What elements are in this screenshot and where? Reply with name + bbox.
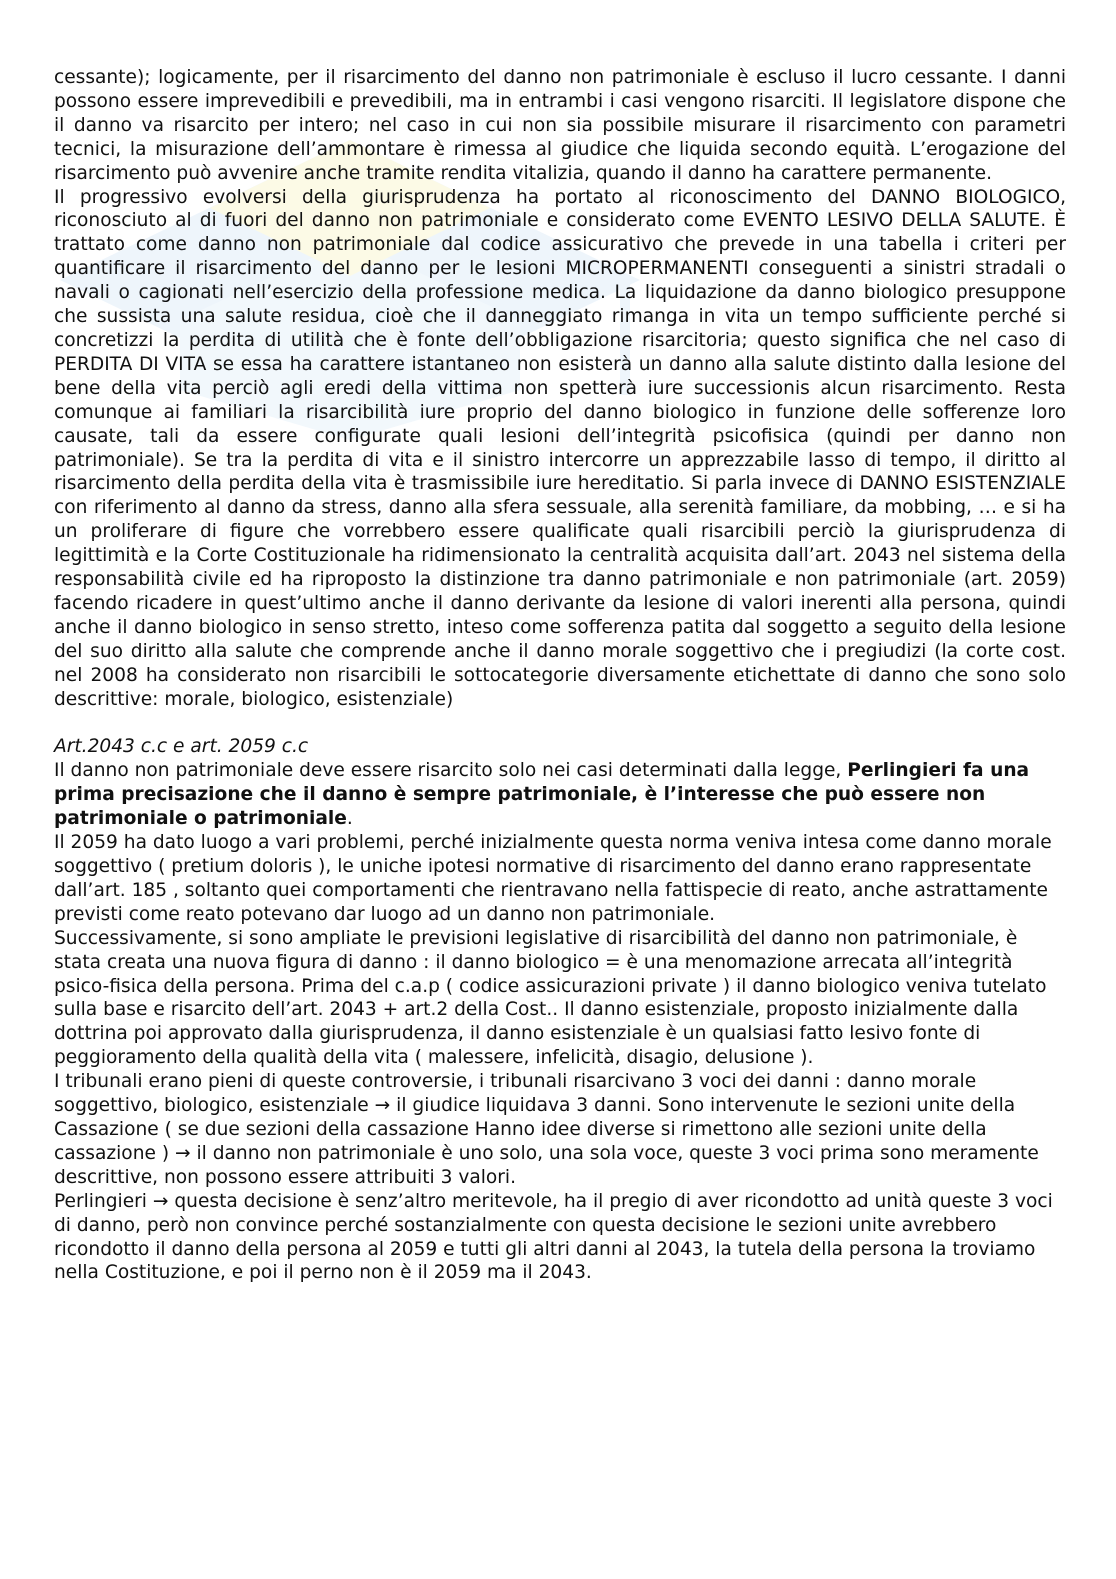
bold-statement: Perlingieri fa una prima precisazione che il danno è sempre patrimoniale, è l’interesse che può essere non patrimoniale o patrimoniale — [54, 760, 1030, 830]
section-spacer — [54, 711, 1066, 735]
document-body — [54, 66, 1066, 1285]
paragraph-tribunali: I tribunali erano pieni di queste controversie, i tribunali risarcivano 3 voci dei danni : danno morale soggettivo, biologico, esistenziale → il giudice liquidava 3 danni. Sono intervenute le sezioni unite della Cassazione ( se due sezioni della cassazione Hanno idee diverse si rimettono alle sezioni unite della cassazione ) → il danno non patrimoniale è uno solo, una sola voce, queste 3 voci prima sono meramente descrittive, non possono essere attribuiti 3 valori. — [54, 1071, 1039, 1188]
paragraph-art-2059: Il 2059 ha dato luogo a vari problemi, perché inizialmente questa norma veniva intesa come danno morale soggettivo ( pretium doloris ), le uniche ipotesi normative di risarcimento del danno erano rappresentate dall’art. 185 , soltanto quei comportamenti che rientravano nella fattispecie di reato, anche astrattamente previsti come reato potevano dar luogo ad un danno non patrimoniale. — [54, 832, 1052, 925]
paragraph-perlingieri-decisione: Perlingieri → questa decisione è senz’altro meritevole, ha il pregio di aver ricondotto ad unità queste 3 voci di danno, però non convince perché sostanzialmente con questa decisione le sezioni unite avrebbero ricondotto il danno della persona al 2059 e tutti gli altri danni al 2043, la tutela della persona la troviamo nella Costituzione, e poi il perno non è il 2059 ma il 2043. — [54, 1190, 1053, 1284]
section-heading: Art.2043 c.c e art. 2059 c.c — [54, 736, 309, 758]
paragraph-tail-text: . — [346, 808, 353, 830]
paragraph-danno-biologico-esistenziale: Successivamente, si sono ampliate le previsioni legislative di risarcibilità del danno non patrimoniale, è stata creata una nuova figura di danno : il danno biologico = è una menomazione arrecata all’integrità psico-fisica della persona. Prima del c.a.p ( codice assicurazioni private ) il danno biologico veniva tutelato sulla base e risarcito dell’art. 2043 + art.2 della Cost.. Il danno esistenziale, proposto inizialmente dalla dottrina poi approvato dalla giurisprudenza, il danno esistenziale è un qualsiasi fatto lesivo fonte di peggioramento della qualità della vita ( malessere, infelicità, disagio, delusione ). — [54, 927, 1047, 1069]
paragraph-perlingieri-precisazione — [54, 759, 1066, 831]
paragraph-danno-biologico: Il progressivo evolversi della giurisprudenza ha portato al riconoscimento del DANNO BIOLOGICO, riconosciuto al di fuori del danno non patrimoniale e considerato come EVENTO LESIVO DELLA SALUTE. È trattato come danno non patrimoniale dal codice assicurativo che prevede in una tabella i criteri per quantificare il risarcimento del danno per le lesioni MICROPERMANENTI conseguenti a sinistri stradali o navali o cagionati nell’esercizio della professione medica. La liquidazione da danno biologico presuppone che sussista una salute residua, cioè che il danneggiato rimanga in vita un tempo sufficiente perché si concretizzi la perdita di utilità che è fonte dell’obbligazione risarcitoria; questo significa che nel caso di PERDITA DI VITA se essa ha carattere istantaneo non esisterà un danno alla salute distinto dalla lesione del bene della vita perciò agli eredi della vittima non spetterà iure successionis alcun risarcimento. Resta comunque ai familiari la risarcibilità iure proprio del danno biologico in funzione delle sofferenze loro causate, tali da essere configurate quali lesioni dell’integrità psicofisica (quindi per danno non patrimoniale). Se tra la perdita di vita e il sinistro intercorre un apprezzabile lasso di tempo, il diritto al risarcimento della perdita della vita è trasmissibile iure hereditatio. Si parla invece di DANNO ESISTENZIALE con riferimento al danno da stress, danno alla sfera sessuale, alla serenità familiare, da mobbing, … e si ha un proliferare di figure che vorrebbero essere qualificate quali risarcibili perciò la giurisprudenza di legittimità e la Corte Costituzionale ha ridimensionato la centralità acquisita dall’art. 2043 nel sistema della responsabilità civile ed ha riproposto la distinzione tra danno patrimoniale e non patrimoniale (art. 2059) facendo ricadere in quest’ultimo anche il danno derivante da lesione di valori inerenti alla persona, quindi anche il danno biologico in senso stretto, inteso come sofferenza patita dal soggetto a seguito della lesione del suo diritto alla salute che comprende anche il danno morale soggettivo che i pregiudizi (la corte cost. nel 2008 ha considerato non risarcibili le sottocategorie diversamente etichettate di danno che sono solo descrittive: morale, biologico, esistenziale) — [54, 186, 1066, 710]
paragraph-lead-text: Il danno non patrimoniale deve essere risarcito solo nei casi determinati dalla legge, — [54, 760, 848, 782]
paragraph-risarcimento: cessante); logicamente, per il risarcimento del danno non patrimoniale è escluso il lucro cessante. I danni possono essere imprevedibili e prevedibili, ma in entrambi i casi vengono risarciti. Il legislatore dispone che il danno va risarcito per intero; nel caso in cui non sia possibile misurare il risarcimento con parametri tecnici, la misurazione dell’ammontare è rimessa al giudice che liquida secondo equità. L’erogazione del risarcimento può avvenire anche tramite rendita vitalizia, quando il danno ha carattere permanente. — [54, 67, 1066, 184]
